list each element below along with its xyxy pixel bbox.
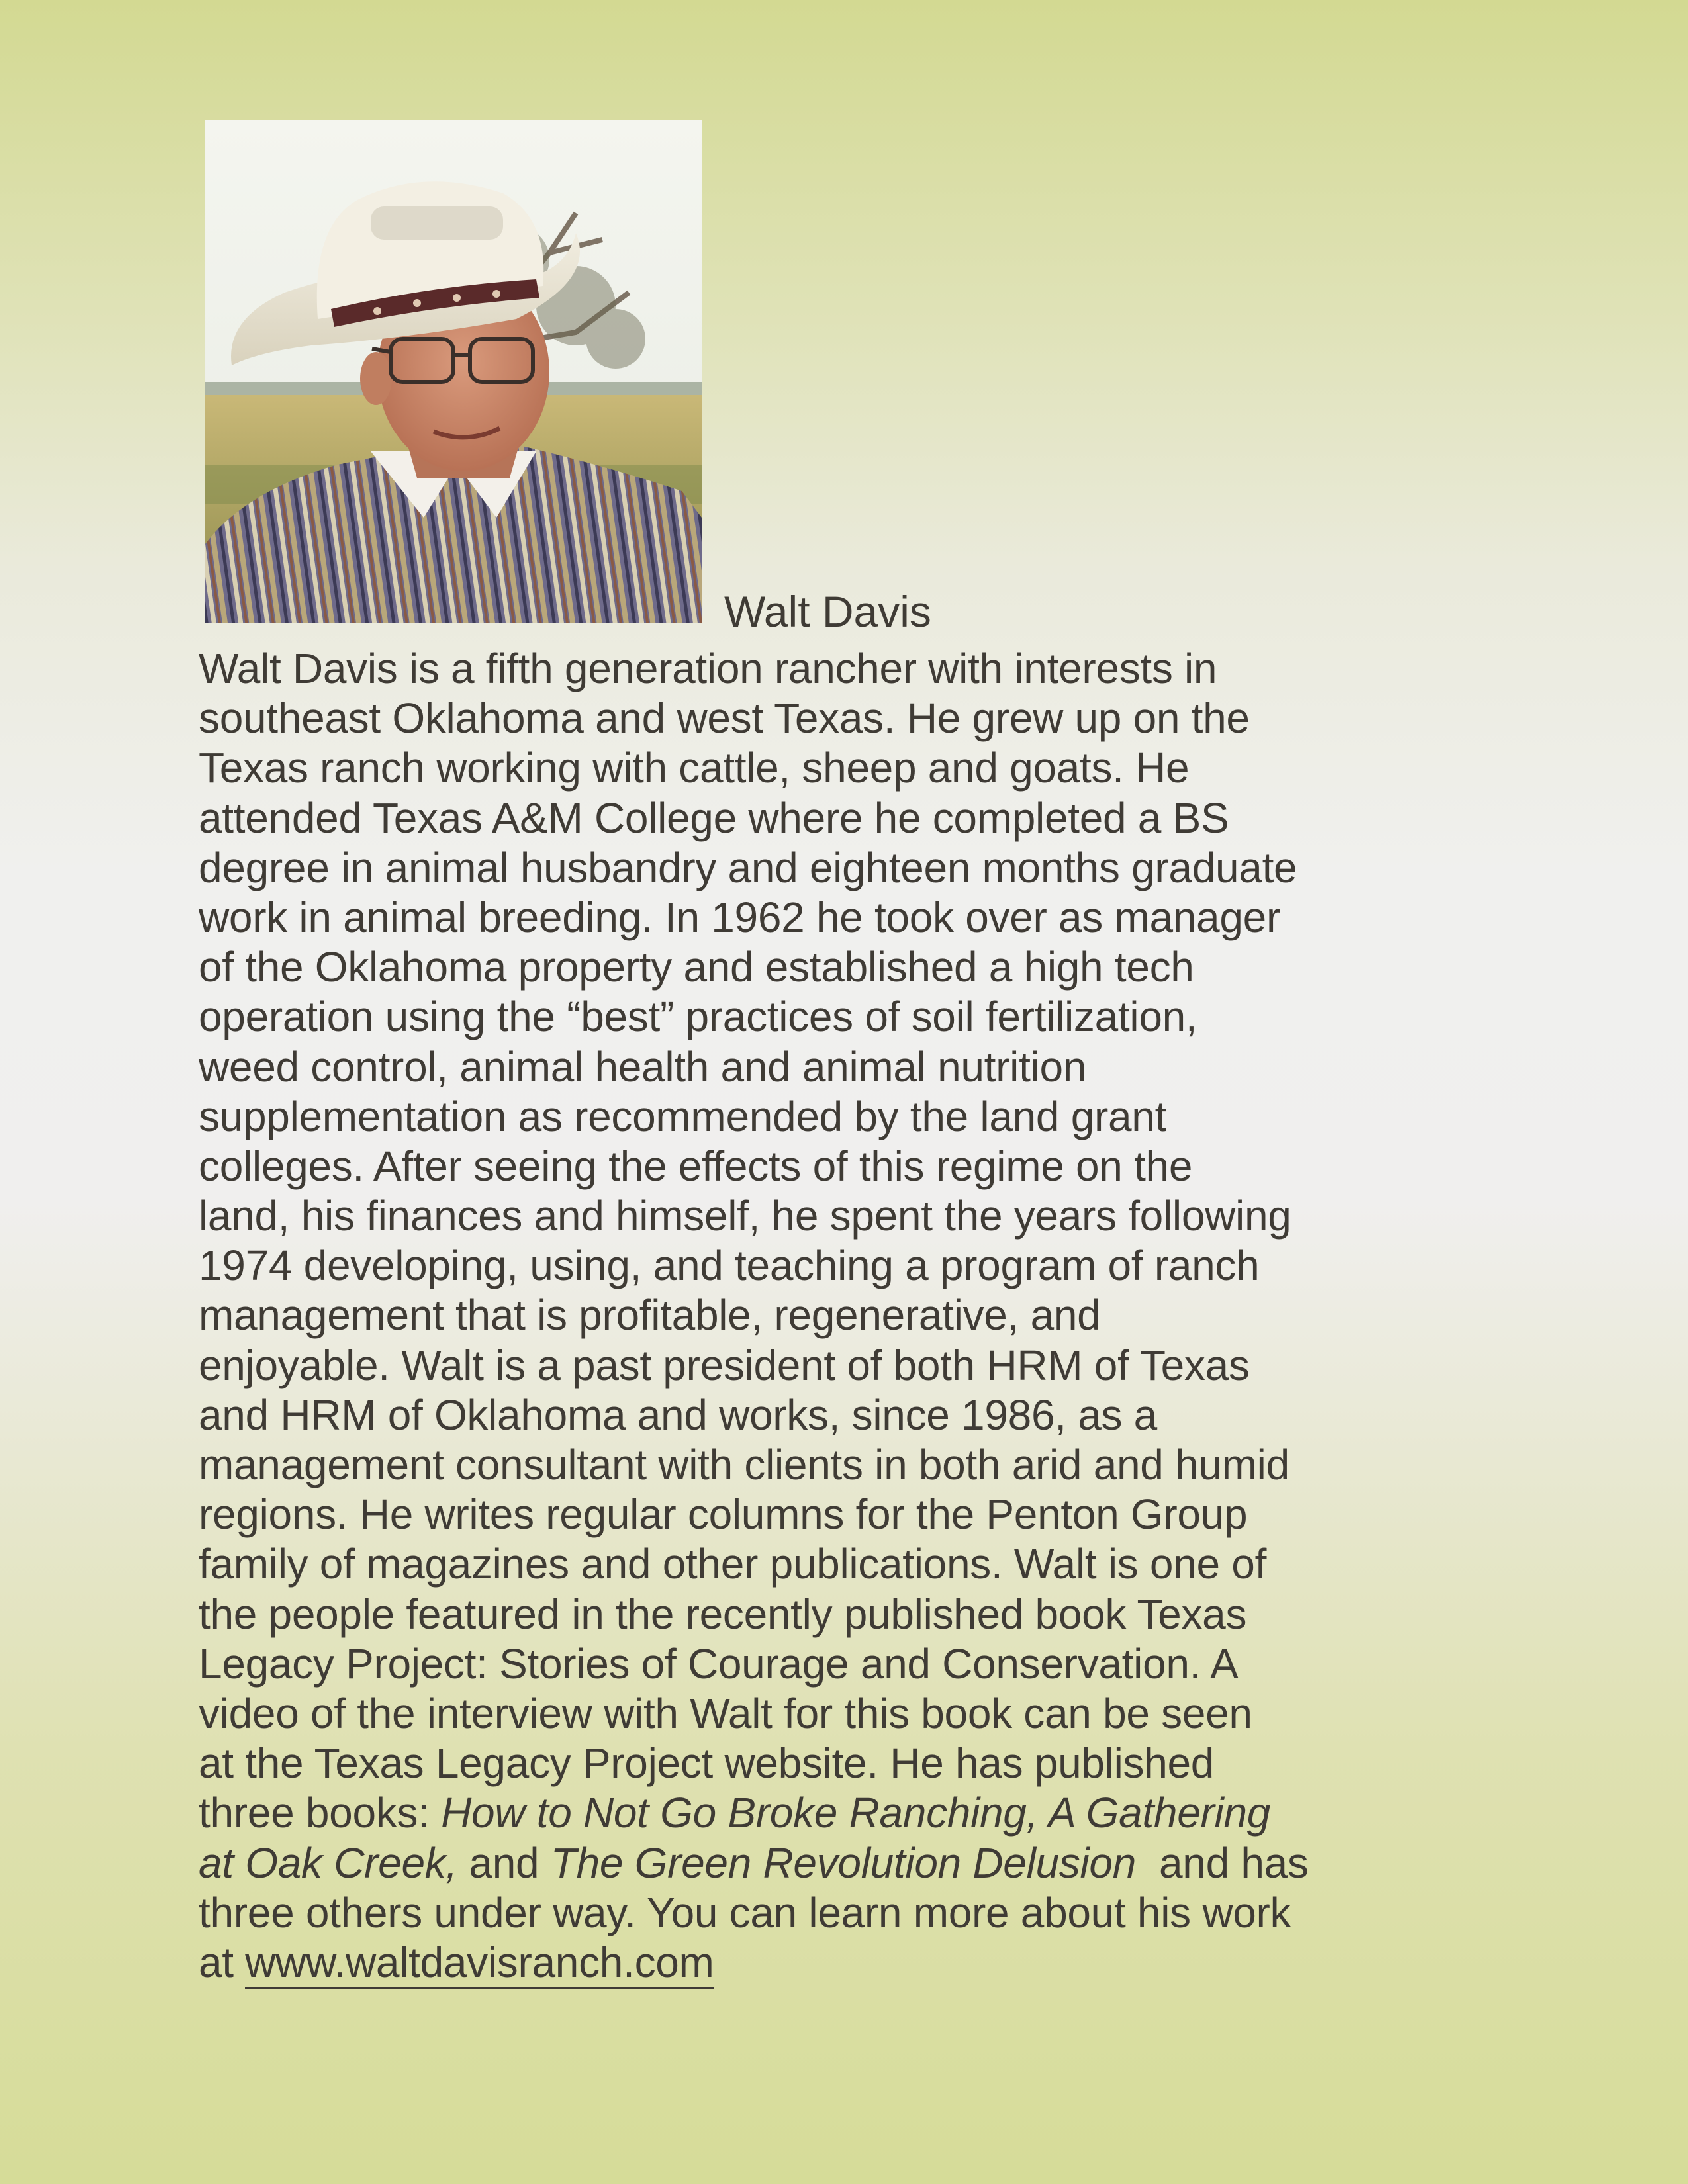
- bio-line: colleges. After seeing the effects of this regime on the: [199, 1142, 1193, 1190]
- bio-line: [199, 1788, 1523, 1838]
- bio-line: enjoyable. Walt is a past president of both HRM of Texas: [199, 1341, 1250, 1389]
- bio-line: management that is profitable, regenerative, and: [199, 1291, 1101, 1340]
- biography-text: [199, 644, 1523, 1987]
- bio-line: degree in animal husbandry and eighteen months graduate: [199, 843, 1297, 891]
- bio-line: the people featured in the recently published book Texas: [199, 1590, 1247, 1638]
- bio-line: work in animal breeding. In 1962 he took over as manager: [199, 893, 1280, 941]
- bio-text: three books:: [199, 1789, 442, 1837]
- portrait-image: [205, 120, 702, 623]
- bio-line: southeast Oklahoma and west Texas. He grew up on the: [199, 694, 1250, 743]
- bio-line: supplementation as recommended by the land grant: [199, 1092, 1167, 1140]
- bio-line: [199, 1839, 1523, 1888]
- bio-line: management consultant with clients in both arid and humid: [199, 1441, 1289, 1488]
- bio-line: family of magazines and other publications. Walt is one of: [199, 1540, 1267, 1588]
- bio-line: operation using the “best” practices of soil fertilization,: [199, 993, 1197, 1041]
- bio-line: at the Texas Legacy Project website. He has published: [199, 1739, 1215, 1788]
- bio-line: [199, 1938, 1523, 1987]
- book-title: How to Not Go Broke Ranching, A Gathering: [441, 1789, 1271, 1837]
- bio-line: and HRM of Oklahoma and works, since 1986, as a: [199, 1390, 1157, 1439]
- bio-text: at: [199, 1938, 246, 1986]
- website-link[interactable]: www.waltdavisranch.com: [245, 1938, 714, 1989]
- bio-line: weed control, animal health and animal nutrition: [199, 1042, 1087, 1091]
- book-title: The Green Revolution Delusion: [550, 1839, 1137, 1887]
- person-name: Walt Davis: [724, 587, 931, 636]
- bio-line: Texas ranch working with cattle, sheep and goats. He: [199, 744, 1190, 792]
- bio-line: Legacy Project: Stories of Courage and Conservation. A: [199, 1639, 1239, 1688]
- book-title: at Oak Creek,: [199, 1839, 457, 1887]
- bio-text: and has: [1136, 1839, 1309, 1887]
- bio-line: video of the interview with Walt for this book can be seen: [199, 1689, 1252, 1737]
- bio-line: land, his finances and himself, he spent the years following: [199, 1192, 1291, 1240]
- bio-line: Walt Davis is a fifth generation rancher with interests in: [199, 645, 1217, 692]
- bio-line: attended Texas A&M College where he completed a BS: [199, 794, 1229, 842]
- bio-line: of the Oklahoma property and established a high tech: [199, 943, 1194, 991]
- bio-line: regions. He writes regular columns for the Penton Group: [199, 1490, 1248, 1539]
- bio-line: 1974 developing, using, and teaching a program of ranch: [199, 1242, 1260, 1290]
- portrait-photo: [205, 120, 702, 623]
- bio-text: and: [457, 1839, 551, 1887]
- bio-line: three others under way. You can learn more about his work: [199, 1888, 1291, 1936]
